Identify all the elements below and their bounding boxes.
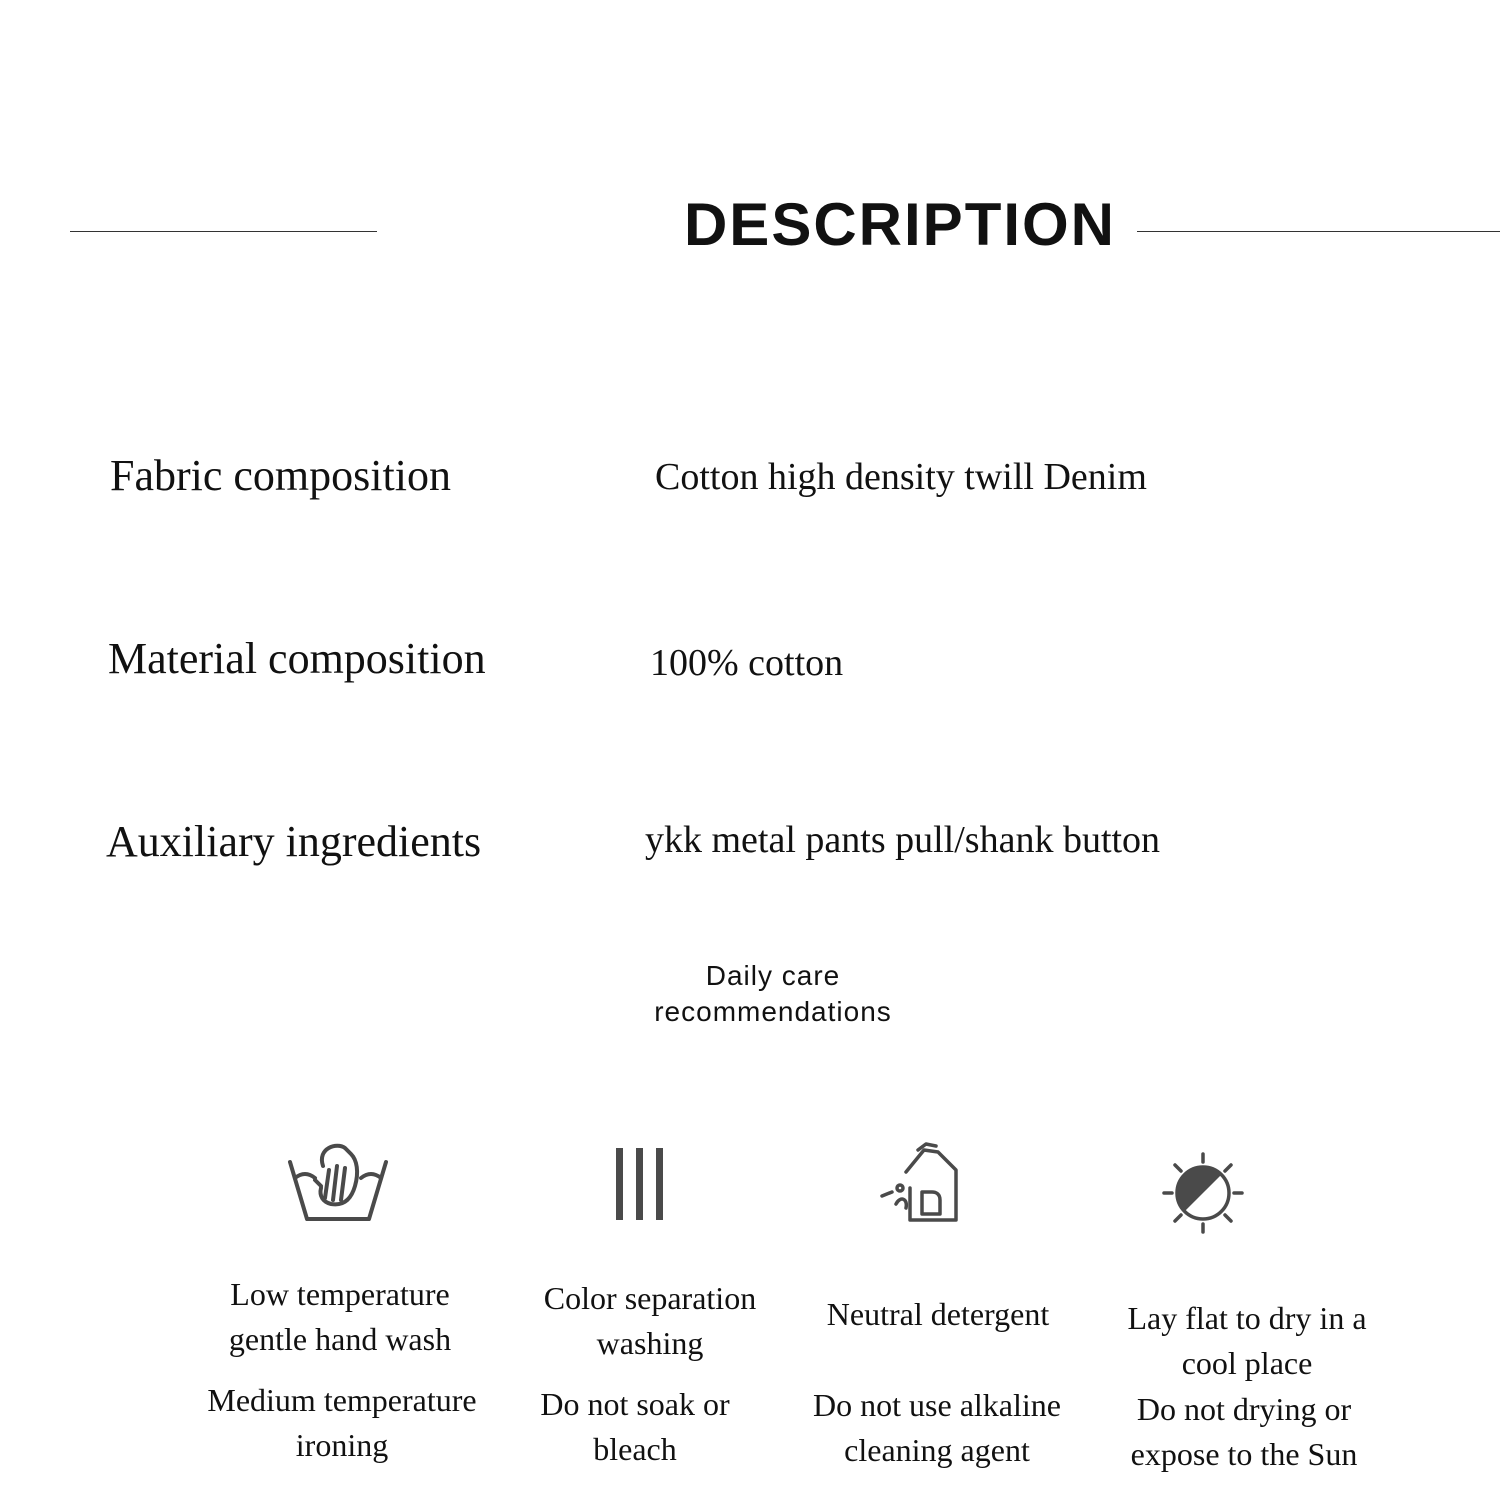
- care-caption-no-bleach: Do not soak or bleach: [540, 1386, 730, 1467]
- spec-label-auxiliary: Auxiliary ingredients: [106, 817, 482, 866]
- spec-label-material: Material composition: [108, 634, 486, 683]
- care-title: Daily care recommendations: [654, 960, 892, 1027]
- color-separation-icon: [612, 1146, 668, 1222]
- care-caption-color-separation: Color separation washing: [543, 1280, 757, 1361]
- title-rule-right: [1137, 231, 1500, 232]
- spec-value-material: 100% cotton: [650, 642, 844, 684]
- spec-value-auxiliary: ykk metal pants pull/shank button: [645, 819, 1161, 861]
- page-title: DESCRIPTION: [683, 191, 1117, 258]
- hand-wash-icon: [285, 1136, 391, 1226]
- care-caption-neutral-detergent: Neutral detergent: [826, 1296, 1050, 1332]
- spec-label-fabric: Fabric composition: [110, 451, 451, 500]
- title-rule-left: [70, 231, 377, 232]
- care-caption-no-sun: Do not drying or expose to the Sun: [1130, 1391, 1358, 1472]
- care-caption-no-alkaline: Do not use alkaline cleaning agent: [813, 1387, 1061, 1468]
- shade-dry-icon: [1160, 1150, 1246, 1236]
- care-caption-hand-wash: Low temperature gentle hand wash: [228, 1276, 452, 1357]
- neutral-detergent-icon: [878, 1142, 962, 1226]
- spec-value-fabric: Cotton high density twill Denim: [655, 456, 1147, 498]
- care-caption-lay-flat: Lay flat to dry in a cool place: [1127, 1300, 1367, 1381]
- care-caption-ironing: Medium temperature ironing: [207, 1382, 477, 1463]
